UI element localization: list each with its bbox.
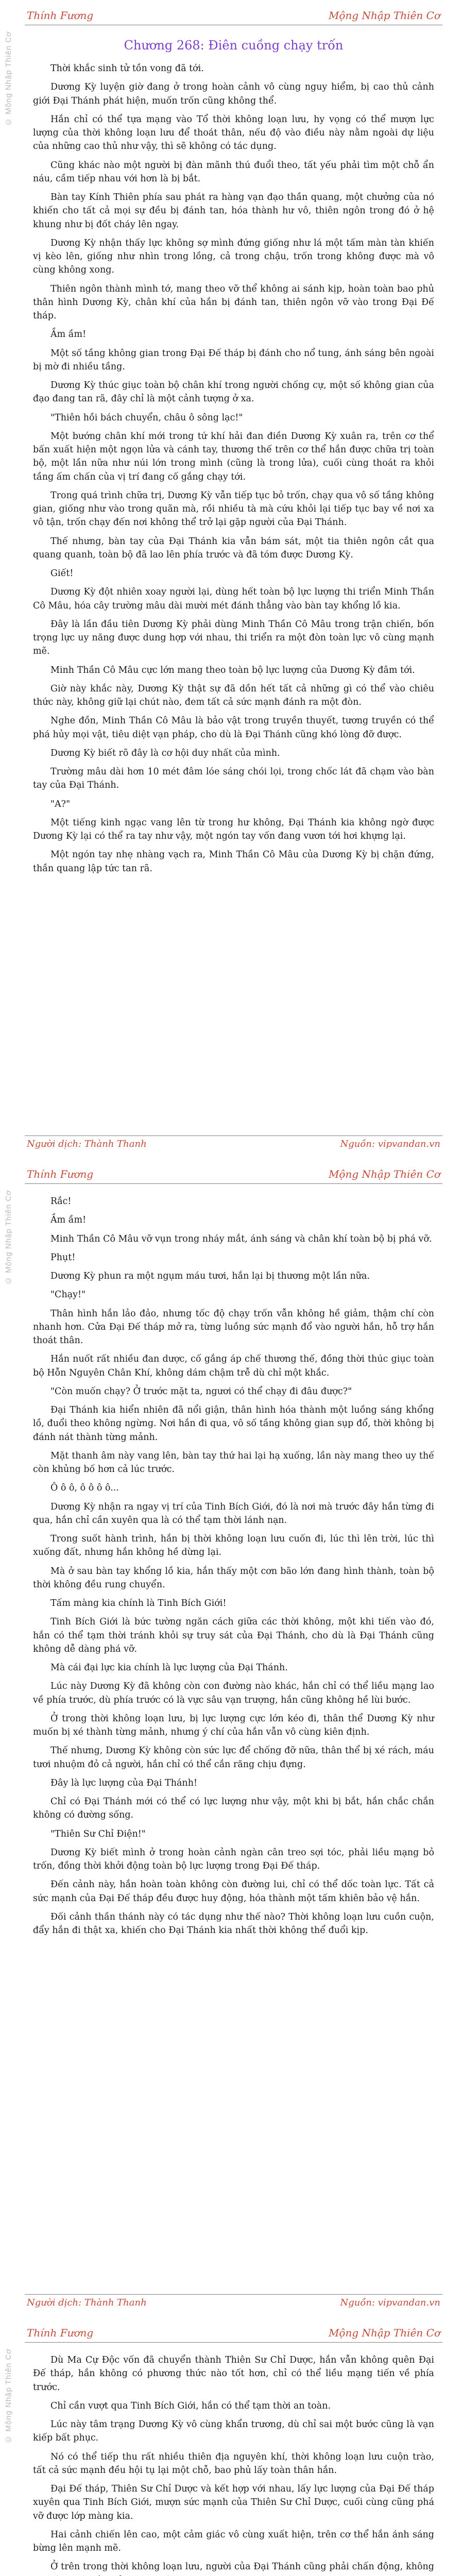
page-header <box>25 2325 442 2343</box>
paragraph: Minh Thần Cô Mâu cực lớn mang theo toàn bộ lực lượng của Dương Kỳ đâm tới. <box>50 665 415 675</box>
paragraph: Bàn tay Kính Thiên phía sau phát ra hàng vạn đạo thần quang, một chưởng của nó khiến cho tất cả mọi sự đều bị đánh tan, hóa thành hư vô, thiên ngôn trong đó ở hệ khung như bị đốt cháy lên ngay. <box>33 192 434 230</box>
footer-translator: Người dịch: Thành Thanh <box>27 1139 147 1149</box>
paragraph: Phụt! <box>50 1252 76 1263</box>
footer-source: Nguồn: vipvandan.vn <box>340 1139 440 1149</box>
paragraph: Chỉ có Đại Thánh mới có thể có lực lượng như vậy, một khi bị bắt, hắn chắc chắn không có đường sống. <box>33 1797 434 1821</box>
paragraph: Tinh Bích Giới là bức tường ngăn cách giữa các thời không, một khi tiến vào đó, hắn có thể tạm thời tránh khỏi sự truy sát của Đại Thánh, cho dù là Đại Thánh cũng không dễ dàng phá vỡ. <box>33 1617 434 1654</box>
paragraph: Trong suốt hành trình, hắn bị thời không loạn lưu cuốn đi, lúc thì lên trời, lúc thì xuống đất, nhưng hắn không hề dừng lại. <box>33 1534 434 1558</box>
paragraph: Nó có thể tiếp thu rất nhiều thiên địa nguyên khí, thời không loạn lưu cuộn trào, tất cả sức mạnh đều hội tụ lại một chỗ, bao phủ lấy toàn thân hắn. <box>33 2451 434 2476</box>
header-left: Thính Fương <box>27 9 94 22</box>
paragraph: "Chạy!" <box>50 1290 86 1300</box>
paragraph: Dù Ma Cự Độc vốn đã chuyển thành Thiên Sư Chỉ Dược, hắn vẫn không quên Đại Đế tháp, hắn không có phương thức nào tốt hơn, chỉ có thể liều mạng tiến về phía trước. <box>33 2355 434 2393</box>
paragraph: Dương Kỳ biết mình ở trong hoàn cảnh ngàn cân treo sợi tóc, phải liều mạng bỏ trốn, đồng thời khởi động toàn bộ lực lượng trong Đại Đế tháp. <box>33 1847 434 1871</box>
paragraph: Dương Kỳ nhận thấy lực không sợ mình đứng giống như lá một tấm màn tàn khiến vị kèo lên, giống như nhìn trong lồng, cả trong chậu, trốn trong không được mà vô cùng không xong. <box>33 238 434 276</box>
paragraph: "A?" <box>50 799 71 809</box>
sidebar-strip <box>0 2317 18 2576</box>
paragraph: Mà cái đại lực kia chính là lực lượng của Đại Thánh. <box>50 1663 288 1673</box>
paragraph: Ở trên trong thời không loạn lưu, người của Đại Thánh cũng phải chấn động, không <box>50 2562 434 2572</box>
page-content <box>33 36 434 880</box>
paragraph: Cũng khác nào một người bị đàn mãnh thú đuổi theo, tất yếu phải tìm một chỗ ẩn náu, cầm tiếp nhau với hơn là bị bắt. <box>33 160 434 184</box>
page-header <box>25 7 442 25</box>
paragraph: Hắn chỉ có thể tựa mạng vào Tổ thời không loạn lưu, hy vọng có thể mượn lực lượng của thời không loạn lưu để thoát thân, nếu độ vào điều này nằm ngoài dự liệu của những cao thủ như vậy, thì sẽ không có tác dụng. <box>33 114 434 152</box>
paragraph: Dương Kỳ thúc giục toàn bộ chân khí trong người chống cự, một số không gian của đạo đang tan rã, đây chỉ là một cảnh tượng ở xa. <box>33 380 434 404</box>
footer-source: Nguồn: vipvandan.vn <box>340 2297 440 2308</box>
header-right: Mộng Nhập Thiên Cơ <box>328 9 440 22</box>
page-header <box>25 1166 442 1184</box>
document-page-2 <box>0 1159 463 2317</box>
header-right: Mộng Nhập Thiên Cơ <box>328 2327 440 2339</box>
paragraph: Tấm màng kia chính là Tinh Bích Giới! <box>50 1598 227 1608</box>
paragraph: Dương Kỳ biết rõ đây là cơ hội duy nhất của mình. <box>50 748 280 758</box>
paragraph-list <box>33 2353 434 2576</box>
paragraph: Trường mâu dài hơn 10 mét đâm lóe sáng chói lọi, trong chốc lát đã chạm vào bàn tay của Đại Thánh. <box>33 767 434 791</box>
paragraph: Giờ này khắc này, Dương Kỳ thật sự đã dồn hết tất cả những gì có thể vào chiêu thức này, không giữ lại chút nào, đem tất cả sức mạnh đánh ra một đòn. <box>33 683 434 707</box>
paragraph: Đến cảnh này, hắn hoàn toàn không còn đường lui, chỉ có thể dốc toàn lực. Tất cả sức mạnh của Đại Đế tháp đều được huy động, hóa thành một tấm khiên bảo vệ hắn. <box>33 1879 434 1904</box>
paragraph: Mà ở sau bàn tay khổng lồ kia, hắn thấy một cơn bão lớn đang hình thành, toàn bộ thời không đều rung chuyển. <box>33 1566 434 1590</box>
page-footer <box>25 1136 442 1153</box>
header-left: Thính Fương <box>27 1168 94 1180</box>
paragraph: Trong quá trình chữa trị, Dương Kỳ vẫn tiếp tục bỏ trốn, chạy qua vô số tầng không gian, giống như vào trong quãn mà, rồi nhiều tà mà cứu khỏi lại tiếp tục bay về nơi xa vô tận, trốn chạy đến nơi không thể trở lại gặp người của Đại Thánh. <box>33 490 434 528</box>
footer-translator: Người dịch: Thành Thanh <box>27 2297 147 2308</box>
paragraph: Giết! <box>50 568 74 579</box>
paragraph: Một tiếng kinh ngạc vang lên từ trong hư không, Đại Thánh kia không ngờ được Dương Kỳ lại có thể ra tay như vậy, một ngón tay vốn đang vươn tới hơi khựng lại. <box>33 817 434 841</box>
header-left: Thính Fương <box>27 2327 94 2339</box>
paragraph: Mặt thanh âm này vang lên, bàn tay thứ hai lại hạ xuống, lần này mang theo uy thế còn khủng bố hơn cả lúc trước. <box>33 1450 434 1475</box>
paragraph: Một bướng chân khí mới trong tứ khí hải đan điền Dương Kỳ xuân ra, trên cơ thể bấn xuất hiện một ngọn lửa và cánh tay, thương thế trên cơ thể hắn được chữa trị toàn bộ, một lần nữa như núi lớn trong mình (cũng là trong lửa), cuối cùng thoát ra khỏi tầng ấm chấn của vị trí đang cố gắng chạy tới. <box>33 431 434 482</box>
paragraph: Đại Đế tháp, Thiên Sư Chỉ Dược và kết hợp với nhau, lấy lực lượng của Đại Đế tháp xuyên qua Tinh Bích Giới, mượn sức mạnh của Thiên Sư Chỉ Dược, cuối cùng cũng phá vỡ được lớp màng kia. <box>33 2484 434 2521</box>
paragraph: "Thiên Sư Chỉ Điện!" <box>50 1828 146 1839</box>
copyright-vertical-text: © Mộng Nhập Thiên Cơ <box>4 2348 13 2444</box>
paragraph: Minh Thần Cô Mâu vỡ vụn trong nháy mắt, ánh sáng và chân khí toàn bộ bị phá vỡ. <box>50 1233 432 1244</box>
paragraph: Dương Kỳ đột nhiên xoay người lại, dùng hết toàn bộ lực lượng thi triển Minh Thần Cô Mâu, hóa cây trường mâu dài mười mét đánh thẳng vào bàn tay khổng lồ kia. <box>33 587 434 611</box>
header-right: Mộng Nhập Thiên Cơ <box>328 1168 440 1180</box>
page-footer <box>25 2294 442 2311</box>
paragraph: Ở trong thời không loạn lưu, bị lực lượng cực lớn kéo đi, thân thể Dương Kỳ như muốn bị xé thành từng mảnh, nhưng ý chí của hắn vẫn vô cùng kiên định. <box>33 1713 434 1737</box>
paragraph: Đây là lần đầu tiên Dương Kỳ phải dùng Minh Thần Cô Mâu trong trận chiến, bốn trọng lực uy năng được dung hợp với nhau, thi triển ra một đòn toàn lực vô cùng mạnh mẽ. <box>33 619 434 657</box>
paragraph: Lúc này Dương Kỳ đã không còn con đường nào khác, hắn chỉ có thể liều mạng lao về phía trước, dù phía trước có là vực sâu vạn trượng, hắn cũng không hề lùi bước. <box>33 1681 434 1705</box>
copyright-vertical-text: © Mộng Nhập Thiên Cơ <box>4 1190 13 1285</box>
paragraph: Rắc! <box>50 1196 72 1207</box>
page-content <box>33 1195 434 1942</box>
page-content <box>33 2353 434 2576</box>
paragraph: Đại Thánh kia hiển nhiên đã nổi giận, thân hình hóa thành một luồng sáng khổng lồ, đuổi theo không ngừng. Nơi hắn đi qua, vô số tầng không gian sụp đổ, thời không bị đánh nát thành từng mảnh. <box>33 1405 434 1443</box>
paragraph: Đối cảnh thần thánh này có tác dụng như thế nào? Thời không loạn lưu cuồn cuộn, đẩy hắn đi thật xa, khiến cho Đại Thánh kia nhất thời không thể đuổi kịp. <box>33 1911 434 1936</box>
copyright-vertical-text: © Mộng Nhập Thiên Cơ <box>4 31 13 126</box>
paragraph: Hắn nuốt rất nhiều đan dược, cố gắng áp chế thương thế, đồng thời thúc giục toàn bộ Hỗn Nguyên Chân Khí, không dám chậm trễ dù chỉ một khắc. <box>33 1354 434 1378</box>
paragraph: Ầm ầm! <box>50 1215 87 1226</box>
document-page-1 <box>0 0 463 1159</box>
paragraph: Thân hình hắn lảo đảo, nhưng tốc độ chạy trốn vẫn không hề giảm, thậm chí còn nhanh hơn. Cửa Đại Đế tháp mở ra, từng luồng sức mạnh đổ vào người hắn, hỗ trợ hắn thoát thân. <box>33 1308 434 1346</box>
paragraph: Dương Kỳ phun ra một ngụm máu tươi, hắn lại bị thương một lần nữa. <box>50 1271 370 1281</box>
paragraph: Chỉ cần vượt qua Tinh Bích Giới, hắn có thể tạm thời an toàn. <box>50 2400 331 2411</box>
document-page-3 <box>0 2317 463 2576</box>
paragraph: Thế nhưng, Dương Kỳ không còn sức lực để chống đỡ nữa, thân thể bị xé rách, máu tươi nhuộm đỏ cả người, hắn chỉ có thể cắn răng chịu đựng. <box>33 1745 434 1770</box>
paragraph: Đây là lực lượng của Đại Thánh! <box>50 1777 198 1788</box>
paragraph: Hai cảnh chiến lên cao, một cảm giác vô cùng xuất hiện, trên cơ thể hắn ánh sáng bừng lên mạnh mẽ. <box>33 2529 434 2553</box>
paragraph: Một số tầng không gian trong Đại Đế tháp bị đánh cho nổ tung, ánh sáng bên ngoài bị mờ đi nhiều tầng. <box>33 348 434 372</box>
paragraph: Ầm ầm! <box>50 329 87 340</box>
sidebar-strip <box>0 1159 18 2317</box>
paragraph: Thế nhưng, bàn tay của Đại Thánh kia vẫn bám sát, một tia thiên ngôn cắt qua quang quanh, toàn bộ đã lao lên phía trước và đã tóm được Dương Kỳ. <box>33 536 434 560</box>
paragraph: "Còn muốn chạy? Ở trước mặt ta, ngươi có thể chạy đi đâu được?" <box>50 1386 352 1397</box>
paragraph-list <box>33 62 434 875</box>
paragraph: Lúc này tâm trạng Dương Kỳ vô cùng khẩn trương, dù chỉ sai một bước cũng là vạn kiếp bất phục. <box>33 2419 434 2444</box>
paragraph: Một ngón tay nhẹ nhàng vạch ra, Minh Thần Cô Mâu của Dương Kỳ bị chặn đứng, thần quang lập tức tan rã. <box>33 850 434 874</box>
paragraph: Thời khắc sinh tử tồn vong đã tới. <box>50 63 204 74</box>
paragraph: Dương Kỳ nhận ra ngay vị trí của Tinh Bích Giới, đó là nơi mà trước đây hắn từng đi qua, hắn chỉ cần xuyên qua là có thể tạm thời lánh nạn. <box>33 1501 434 1526</box>
paragraph: Dương Kỳ luyện giờ đang ở trong hoàn cảnh vô cùng nguy hiểm, bị cao thủ cảnh giới Đại Thánh phát hiện, muốn trốn cũng không thể. <box>33 82 434 106</box>
chapter-title: Chương 268: Điên cuồng chạy trốn <box>124 38 344 53</box>
paragraph: "Thiên hồi bách chuyển, châu ô sông lạc!" <box>50 412 243 423</box>
paragraph: Thiên ngôn thành mình tớ, mang theo vỡ thể không ai sánh kịp, hoàn toàn bao phủ thân hình Dương Kỳ, chân khí của hắn bị đánh tan, thiên ngôn vỡ vào trong Đại Đế tháp. <box>33 283 434 321</box>
paragraph-list <box>33 1195 434 1937</box>
paragraph: Nghe đồn, Minh Thần Cô Mâu là bảo vật trong truyền thuyết, tương truyền có thể phá hủy mọi vật, tiêu diệt vạn pháp, cho dù là Đại Thánh cũng khó lòng đỡ được. <box>33 716 434 740</box>
sidebar-strip <box>0 0 18 1159</box>
paragraph: Ô ô ô, ô ô ô ô... <box>50 1483 119 1494</box>
